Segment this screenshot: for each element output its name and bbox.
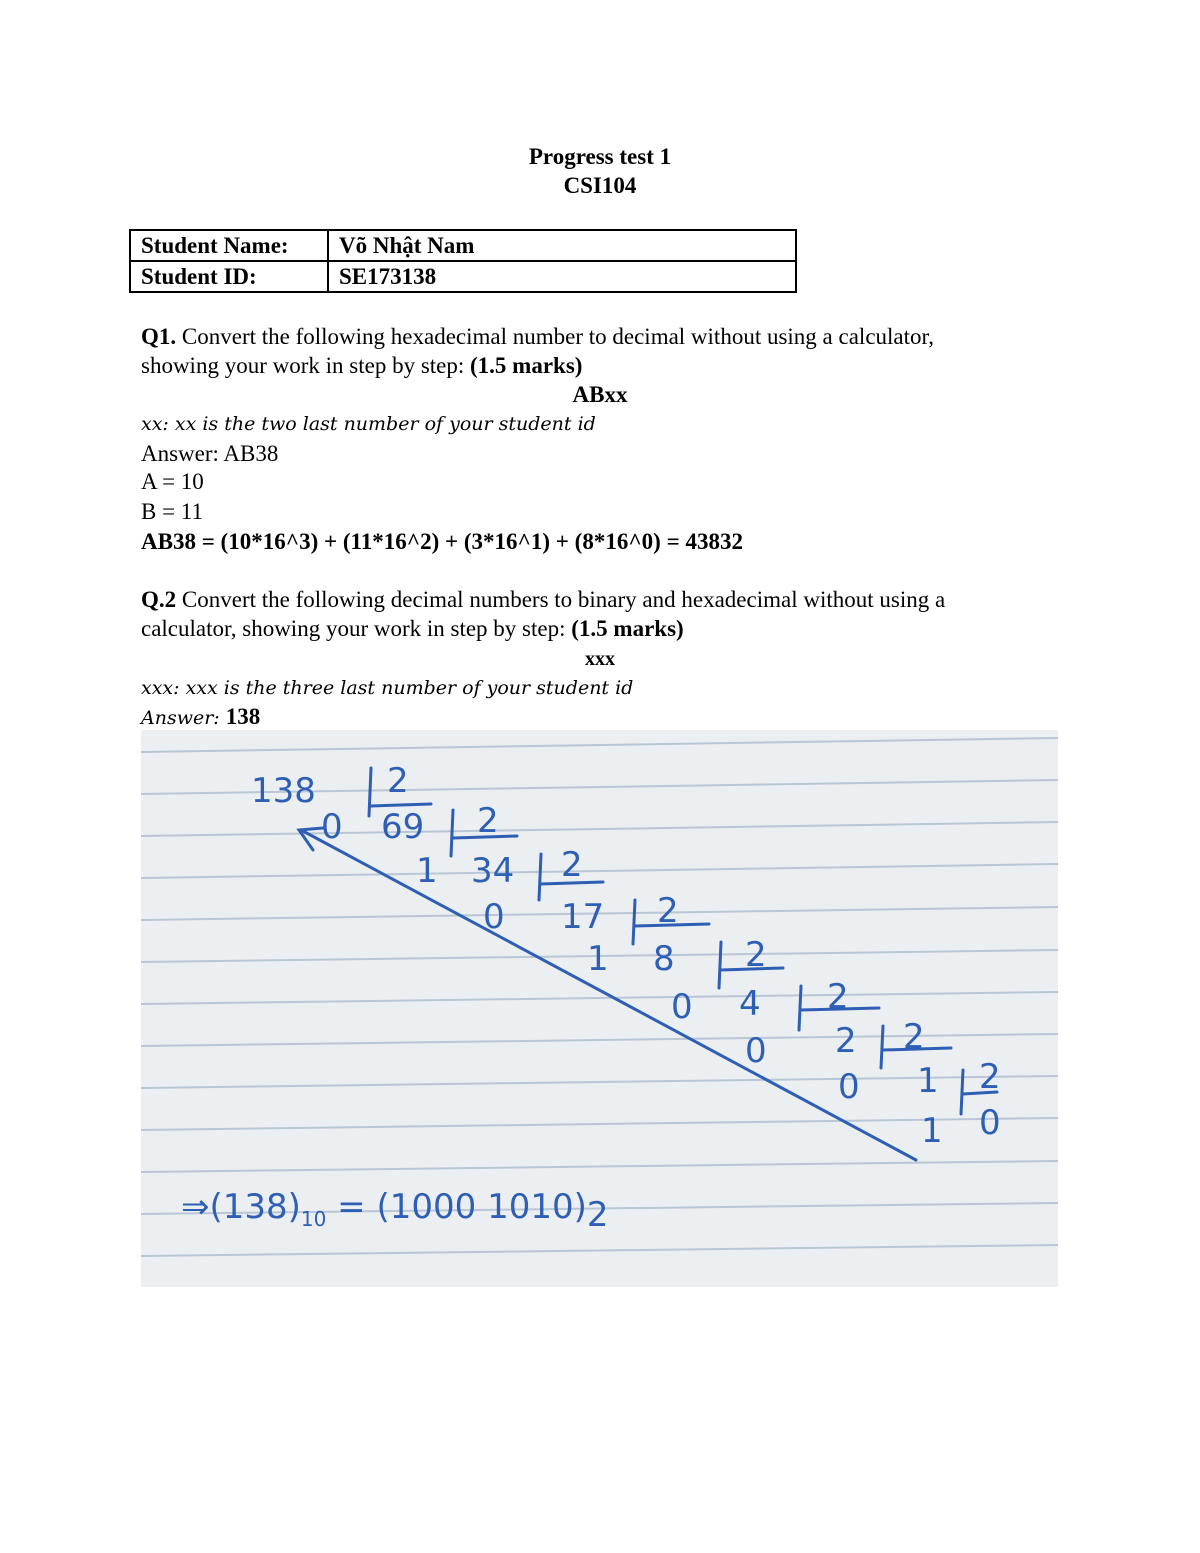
q2-note: xxx: xxx is the three last number of your student id <box>141 677 634 699</box>
remainder: 0 <box>745 1031 767 1071</box>
q1-number: Q1. <box>141 324 177 349</box>
student-name-row <box>130 230 796 261</box>
dividend: 69 <box>381 807 425 847</box>
student-name-value: Võ Nhật Nam <box>328 230 796 261</box>
q1-b-value: B = 11 <box>141 499 203 524</box>
q2-text-2: calculator, showing your work in step by step: <box>141 616 572 641</box>
divisor: 2 <box>561 845 583 885</box>
q2-marks: (1.5 marks) <box>571 616 684 641</box>
q2-answer-value: 138 <box>225 704 261 729</box>
divisor: 2 <box>657 891 679 931</box>
q1-a-value: A = 10 <box>141 469 204 494</box>
dividend: 2 <box>835 1021 857 1061</box>
student-id-value: SE173138 <box>328 261 796 292</box>
dividend: 8 <box>653 939 675 979</box>
document-title: Progress test 1 <box>528 144 672 169</box>
divisor: 2 <box>387 761 409 801</box>
divisor: 2 <box>979 1057 1001 1097</box>
q1-expression: ABxx <box>572 382 628 407</box>
binary-conclusion: $\Rightarrow(138)_{10} = (1000$ 1010)2 <box>181 1187 609 1235</box>
student-info-table <box>129 229 797 293</box>
divisor: 2 <box>827 977 849 1017</box>
student-id-label: Student ID: <box>130 261 328 292</box>
dividend: 1 <box>917 1061 939 1101</box>
remainder: 1 <box>416 851 438 891</box>
q1-note: xx: xx is the two last number of your student id <box>141 413 596 435</box>
remainder: 0 <box>321 807 343 847</box>
divisor: 2 <box>745 935 767 975</box>
q1-line1 <box>141 322 934 351</box>
remainder: 1 <box>587 939 609 979</box>
divisor: 2 <box>903 1017 925 1057</box>
student-name-label: Student Name: <box>130 230 328 261</box>
remainder: 1 <box>921 1111 943 1151</box>
q1-marks: (1.5 marks) <box>470 353 583 378</box>
remainder: 0 <box>483 897 505 937</box>
q2-text: Convert the following decimal numbers to binary and hexadecimal without using a <box>176 587 946 612</box>
q1-line2 <box>141 351 582 380</box>
handwritten-work-photo <box>141 730 1058 1287</box>
dividend: 34 <box>471 851 515 891</box>
remainder: 0 <box>671 987 693 1027</box>
remainder: 0 <box>838 1067 860 1107</box>
q1-text-2: showing your work in step by step: <box>141 353 471 378</box>
course-code: CSI104 <box>563 173 637 198</box>
q1-answer: Answer: AB38 <box>141 441 279 466</box>
q2-expression: xxx <box>585 648 615 670</box>
q2-line1 <box>141 585 945 614</box>
divisor: 2 <box>477 801 499 841</box>
dividend: 138 <box>251 771 316 811</box>
q2-line2 <box>141 614 684 643</box>
q2-answer <box>141 702 260 733</box>
student-id-row <box>130 261 796 292</box>
dividend: 4 <box>739 984 761 1024</box>
q2-answer-label: Answer: <box>141 707 226 729</box>
dividend: 0 <box>979 1103 1001 1143</box>
dividend: 17 <box>561 897 605 937</box>
q2-number: Q.2 <box>141 587 177 612</box>
q1-text: Convert the following hexadecimal number to decimal without using a calculator, <box>176 324 935 349</box>
q1-result: AB38 = (10*16^3) + (11*16^2) + (3*16^1) + (8*16^0) = 43832 <box>141 529 743 554</box>
